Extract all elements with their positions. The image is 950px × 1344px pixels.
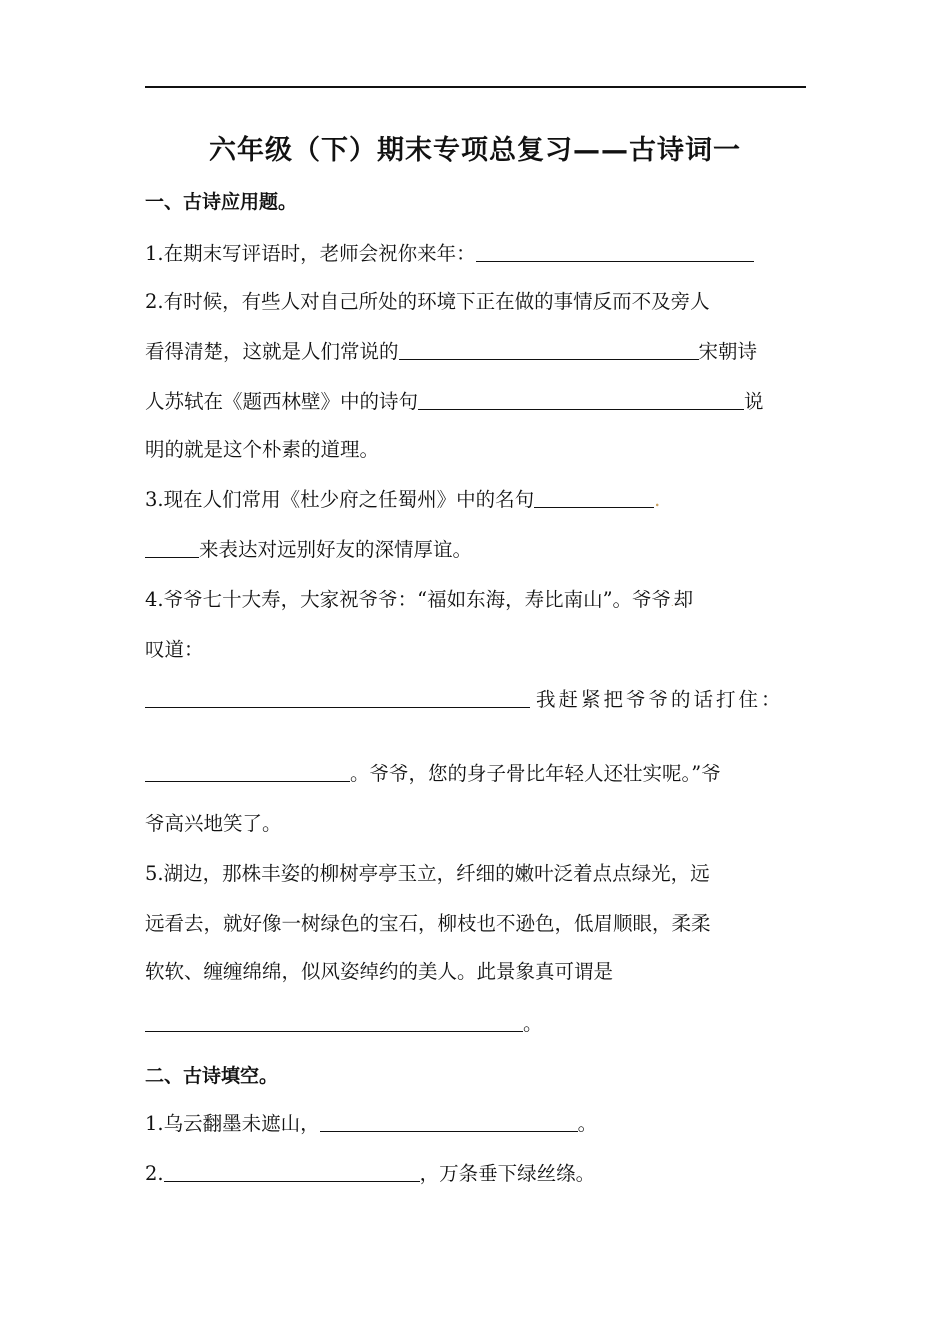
s1-q5-line1: 5.湖边，那株丰姿的柳树亭亭玉立，纤细的嫩叶泛着点点绿光，远 — [145, 862, 710, 885]
s1-q5-line3: 软软、缠缠绵绵，似风姿绰约的美人。此景象真可谓是 — [145, 960, 614, 983]
answer-blank[interactable] — [145, 761, 350, 782]
section1-heading: 一、古诗应用题。 — [145, 191, 298, 213]
answer-blank[interactable] — [418, 389, 744, 410]
s1-q3-line2: 来表达对远别好友的深情厚谊。 — [145, 536, 472, 564]
answer-blank[interactable] — [399, 339, 699, 360]
section2-heading: 二、古诗填空。 — [145, 1065, 279, 1087]
answer-blank[interactable] — [320, 1111, 578, 1132]
s1-q5-line2: 远看去，就好像一树绿色的宝石，柳枝也不逊色，低眉顺眼，柔柔 — [145, 912, 711, 935]
s1-q2-line3: 人苏轼在《题西林壁》中的诗句 说 — [145, 390, 764, 413]
s1-q4-line3: 我赶紧把爷爷的话打住： — [145, 686, 784, 714]
s1-q2-line2: 看得清楚，这就是人们常说的 宋朝诗 — [145, 340, 758, 363]
s1-q4-line1: 4.爷爷七十大寿，大家祝爷爷：“福如东海，寿比南山”。爷爷.却 — [145, 588, 694, 611]
s1-q2-line1: 2.有时候，有些人对自己所处的环境下正在做的事情反而不及旁人 — [145, 290, 710, 313]
s1-q4-line2: 叹道： — [145, 638, 204, 661]
s2-q1: 1.乌云翻墨未遮山， 。 — [145, 1112, 598, 1135]
s1-q1: 1.在期末写评语时，老师会祝你来年： — [145, 240, 754, 268]
s1-q5-line4: 。 — [145, 1010, 543, 1038]
answer-blank[interactable] — [534, 487, 654, 508]
page-title: 六年级（下）期末专项总复习——古诗词一 — [209, 135, 741, 166]
s2-q2: 2. ，万条垂下绿丝绦。 — [145, 1162, 596, 1185]
answer-blank[interactable] — [145, 687, 530, 708]
s1-q4-line5: 爷高兴地笑了。 — [145, 812, 282, 835]
answer-blank[interactable] — [476, 241, 754, 262]
s1-q3-line1: 3.现在人们常用《杜少府之任蜀州》中的名句 . — [145, 488, 661, 511]
answer-blank[interactable] — [145, 1011, 523, 1032]
s1-q2-line4: 明的就是这个朴素的道理。 — [145, 438, 380, 461]
header-rule — [145, 86, 806, 88]
s1-q4-line4: 。爷爷，您的身子骨比年轻人还壮实呢。”爷 — [145, 760, 721, 788]
answer-blank[interactable] — [164, 1161, 420, 1182]
answer-blank[interactable] — [145, 537, 199, 558]
